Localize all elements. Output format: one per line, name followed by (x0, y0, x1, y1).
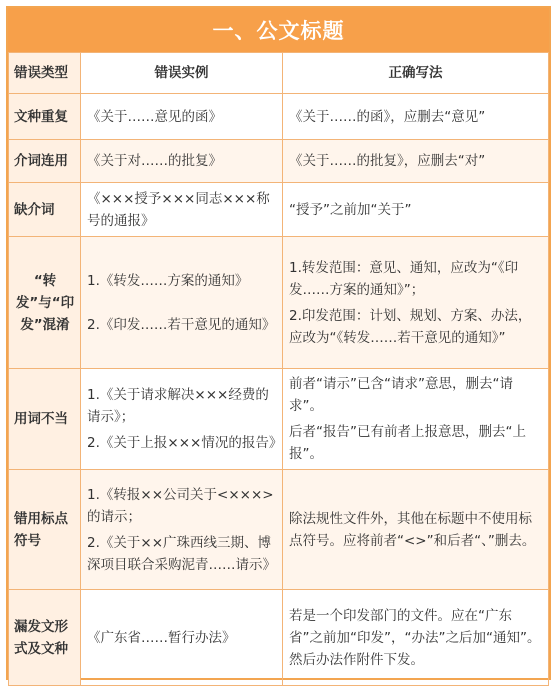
correct-text: 《关于……的批复》，应删去“对” (289, 153, 486, 169)
table-row (9, 470, 549, 590)
example-text: 《×××授予×××同志×××称号的通报》 (87, 190, 270, 229)
error-type: 用词不当 (9, 369, 81, 470)
table-row (9, 590, 549, 686)
header-type: 错误类型 (9, 53, 81, 94)
example-text: 《广东省……暂行办法》 (87, 629, 236, 646)
correct-text: 若是一个印发部门的文件。应在“广东省”之前加“印发”，“办法”之后加“通知”。然后办法作附件下发。 (289, 607, 541, 668)
table-row (9, 94, 549, 140)
title-table (6, 6, 551, 680)
example-text: 1.《转报××公司关于<×××>的请示； (87, 486, 274, 525)
error-example (81, 94, 283, 140)
correct-usage (283, 369, 549, 470)
error-example (81, 590, 283, 686)
correct-text: 除法规性文件外，其他在标题中不使用标点符号。应将前者“<>”和后者“、”删去。 (289, 510, 536, 549)
correct-text: 1.转发范围：意见、通知，应改为“《印发……方案的通知》”； (289, 259, 519, 298)
correct-usage (283, 94, 549, 140)
correct-text: 前者“请示”已含“请求”意思，删去“请求”。 (289, 376, 513, 414)
table-row (9, 140, 549, 183)
correct-usage (283, 237, 549, 369)
correct-text: 《关于……的函》，应删去“意见” (289, 108, 486, 125)
header-correct: 正确写法 (283, 53, 549, 94)
correct-usage (283, 183, 549, 237)
error-type: 错用标点符号 (9, 470, 81, 590)
table-row (9, 183, 549, 237)
error-example (81, 470, 283, 590)
table-row (9, 369, 549, 470)
error-table (8, 52, 549, 686)
error-example (81, 140, 283, 183)
example-text: 《关于对……的批复》 (87, 153, 222, 169)
example-text: 1.《转发……方案的通知》 (87, 272, 249, 289)
table-row (9, 237, 549, 369)
correct-text: 后者“报告”已有前者上报意思，删去“上报”。 (289, 424, 526, 462)
example-text: 《关于……意见的函》 (87, 108, 222, 125)
example-text: 2.《关于××广珠西线三期、博深项目联合采购泥青……请示》 (87, 534, 276, 573)
error-example (81, 183, 283, 237)
error-example (81, 237, 283, 369)
correct-text: 2.印发范围：计划、规划、方案、办法，应改为“《转发……若干意见的通知》” (289, 307, 532, 346)
error-type: “转发”与“印发”混淆 (9, 237, 81, 369)
example-text: 2.《印发……若干意见的通知》 (87, 316, 276, 333)
example-text: 1.《关于请求解决×××经费的请示》； (87, 387, 269, 425)
example-text: 2.《关于上报×××情况的报告》 (87, 435, 283, 451)
correct-text: “授予”之前加“关于” (289, 201, 412, 218)
error-type: 介词连用 (9, 140, 81, 183)
page-title: 一、公文标题 (8, 8, 549, 52)
correct-usage (283, 470, 549, 590)
correct-usage (283, 140, 549, 183)
header-example: 错误实例 (81, 53, 283, 94)
error-type: 缺介词 (9, 183, 81, 237)
correct-usage (283, 590, 549, 686)
error-type: 文种重复 (9, 94, 81, 140)
error-type: 漏发文形式及文种 (9, 590, 81, 686)
header-row (9, 53, 549, 94)
error-example (81, 369, 283, 470)
